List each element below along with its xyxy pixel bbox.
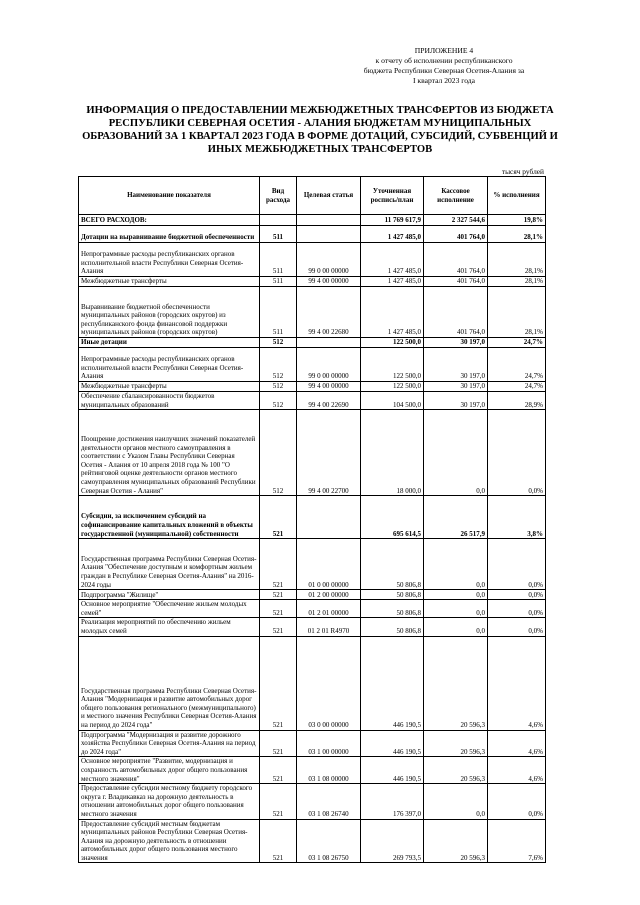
cell-cash: 30 197,0 xyxy=(424,382,488,392)
cell-cash: 30 197,0 xyxy=(424,392,488,410)
table-row xyxy=(79,338,546,348)
cell-name: Подпрограмма "Модернизация и развитие дорожного хозяйства Республики Северная Осетия-Алания на период до 2024 года" xyxy=(79,730,260,757)
cell-type: 511 xyxy=(260,226,297,243)
cell-cash: 30 197,0 xyxy=(424,348,488,382)
cell-target: 99 0 00 00000 xyxy=(297,348,361,382)
cell-cash: 401 764,0 xyxy=(424,277,488,287)
table-row xyxy=(79,226,546,243)
cell-name: Выравнивание бюджетной обеспеченности муниципальных районов (городских округов) из республиканского фонда финансовой поддержки муниципальных районов (городских округов) xyxy=(79,287,260,338)
header-type: Вид расхода xyxy=(260,177,297,215)
cell-target: 99 4 00 22690 xyxy=(297,392,361,410)
table-row xyxy=(79,215,546,226)
cell-percent: 19,8% xyxy=(488,215,546,226)
cell-plan: 446 190,5 xyxy=(361,757,424,784)
cell-type: 521 xyxy=(260,496,297,539)
cell-percent: 0,0% xyxy=(488,590,546,600)
title-line-3: ОБРАЗОВАНИЙ ЗА 1 КВАРТАЛ 2023 ГОДА В ФОРМЕ ДОТАЦИЙ, СУБСИДИЙ, СУБВЕНЦИЙ И xyxy=(82,131,558,142)
cell-type xyxy=(260,215,297,226)
cell-percent: 28,9% xyxy=(488,392,546,410)
appendix-line-1: ПРИЛОЖЕНИЕ 4 xyxy=(414,46,474,55)
appendix-line-2: к отчету об исполнении республиканского xyxy=(375,56,513,65)
cell-cash: 0,0 xyxy=(424,539,488,590)
cell-percent: 4,6% xyxy=(488,730,546,757)
cell-name: Основное мероприятие "Развитие, модернизация и сохранность автомобильных дорог общего пользования местного значения" xyxy=(79,757,260,784)
cell-name: Основное мероприятие "Обеспечение жильем молодых семей" xyxy=(79,600,260,618)
appendix-note xyxy=(344,46,544,86)
cell-type: 512 xyxy=(260,410,297,496)
cell-plan: 269 793,5 xyxy=(361,819,424,863)
cell-plan: 50 806,8 xyxy=(361,590,424,600)
cell-cash: 401 764,0 xyxy=(424,243,488,277)
cell-name: Непрограммные расходы республиканских органов исполнительной власти Республики Северная Осетия-Алания xyxy=(79,243,260,277)
table-body xyxy=(79,215,546,863)
cell-target: 99 4 00 22700 xyxy=(297,410,361,496)
cell-name: Межбюджетные трансферты xyxy=(79,277,260,287)
cell-plan: 122 500,0 xyxy=(361,348,424,382)
table-row xyxy=(79,600,546,618)
cell-type: 521 xyxy=(260,757,297,784)
cell-plan: 122 500,0 xyxy=(361,338,424,348)
cell-target: 99 4 00 00000 xyxy=(297,382,361,392)
cell-percent: 4,6% xyxy=(488,636,546,730)
cell-plan: 11 769 617,9 xyxy=(361,215,424,226)
cell-type: 521 xyxy=(260,636,297,730)
cell-target: 03 1 00 00000 xyxy=(297,730,361,757)
cell-name: Государственная программа Республики Северная Осетия-Алания "Обеспечение доступным и комфортным жильем граждан в Республике Северная Осетия-Алания" на 2016-2024 годы xyxy=(79,539,260,590)
cell-target: 99 4 00 00000 xyxy=(297,277,361,287)
table-row xyxy=(79,287,546,338)
header-cash: Кассовое исполнение xyxy=(424,177,488,215)
cell-plan: 1 427 485,0 xyxy=(361,243,424,277)
table-row xyxy=(79,243,546,277)
cell-name: Государственная программа Республики Северная Осетия-Алания "Модернизация и развитие автомобильных дорог общего пользования регионального (межмуниципального) и местного значения Республики Северная Осетия-Алания на период до 2024 года" xyxy=(79,636,260,730)
cell-type: 521 xyxy=(260,819,297,863)
header-plan: Уточненная роспись/план xyxy=(361,177,424,215)
cell-plan: 122 500,0 xyxy=(361,382,424,392)
cell-plan: 176 397,0 xyxy=(361,784,424,819)
cell-plan: 50 806,8 xyxy=(361,539,424,590)
table-header-row xyxy=(79,177,546,215)
cell-cash: 20 596,3 xyxy=(424,819,488,863)
appendix-line-3: бюджета Республики Северная Осетия-Алания за xyxy=(363,66,525,75)
units-label: тысяч рублей xyxy=(501,167,544,176)
cell-target: 99 4 00 22680 xyxy=(297,287,361,338)
cell-percent: 0,0% xyxy=(488,618,546,636)
cell-target: 01 2 01 R4970 xyxy=(297,618,361,636)
cell-cash: 0,0 xyxy=(424,590,488,600)
cell-type: 521 xyxy=(260,539,297,590)
table-row xyxy=(79,819,546,863)
table-row xyxy=(79,496,546,539)
cell-percent: 28,1% xyxy=(488,287,546,338)
cell-name: Реализация мероприятий по обеспечению жильем молодых семей xyxy=(79,618,260,636)
table-row xyxy=(79,382,546,392)
title-line-4: ИНЫХ МЕЖБЮДЖЕТНЫХ ТРАНСФЕРТОВ xyxy=(207,144,433,155)
cell-plan: 1 427 485,0 xyxy=(361,287,424,338)
cell-type: 521 xyxy=(260,730,297,757)
cell-type: 511 xyxy=(260,287,297,338)
cell-cash: 30 197,0 xyxy=(424,338,488,348)
cell-cash: 20 596,3 xyxy=(424,757,488,784)
cell-name: Иные дотации xyxy=(79,338,260,348)
cell-percent: 0,0% xyxy=(488,539,546,590)
cell-target xyxy=(297,338,361,348)
cell-percent: 24,7% xyxy=(488,382,546,392)
cell-name: Предоставление субсидий местным бюджетам муниципальных районов Республики Северная Осетия-Алания на дорожную деятельность в отношении автомобильных дорог общего пользования местного значения xyxy=(79,819,260,863)
cell-type: 512 xyxy=(260,382,297,392)
cell-plan: 50 806,8 xyxy=(361,618,424,636)
cell-percent: 0,0% xyxy=(488,784,546,819)
cell-plan: 695 614,5 xyxy=(361,496,424,539)
cell-name: Подпрограмма "Жилище" xyxy=(79,590,260,600)
cell-plan: 1 427 485,0 xyxy=(361,277,424,287)
cell-percent: 0,0% xyxy=(488,600,546,618)
cell-percent: 7,6% xyxy=(488,819,546,863)
cell-type: 511 xyxy=(260,243,297,277)
cell-name: Поощрение достижения наилучших значений показателей деятельности органов местного самоуправления в соответствии с Указом Главы Республики Северная Осетия - Алания от 10 апреля 2018 года № 100 "О рейтинговой оценке деятельности органов местного самоуправления муниципальных образований Республики Северная Осетия - Алания" xyxy=(79,410,260,496)
cell-plan: 104 500,0 xyxy=(361,392,424,410)
cell-name: Дотации на выравнивание бюджетной обеспеченности xyxy=(79,226,260,243)
cell-percent: 0,0% xyxy=(488,410,546,496)
cell-cash: 2 327 544,6 xyxy=(424,215,488,226)
cell-target xyxy=(297,226,361,243)
cell-type: 521 xyxy=(260,618,297,636)
cell-type: 511 xyxy=(260,277,297,287)
table-row xyxy=(79,590,546,600)
cell-cash: 26 517,9 xyxy=(424,496,488,539)
table-row xyxy=(79,636,546,730)
cell-percent: 28,1% xyxy=(488,243,546,277)
cell-plan: 18 000,0 xyxy=(361,410,424,496)
cell-percent: 28,1% xyxy=(488,277,546,287)
cell-cash: 20 596,3 xyxy=(424,730,488,757)
cell-name: Непрограммные расходы республиканских органов исполнительной власти Республики Северная Осетия-Алания xyxy=(79,348,260,382)
cell-plan: 1 427 485,0 xyxy=(361,226,424,243)
cell-cash: 0,0 xyxy=(424,784,488,819)
cell-percent: 28,1% xyxy=(488,226,546,243)
cell-cash: 0,0 xyxy=(424,410,488,496)
cell-name: Субсидии, за исключением субсидий на софинансирование капитальных вложений в объекты государственной (муниципальной) собственности xyxy=(79,496,260,539)
cell-target: 01 2 01 00000 xyxy=(297,600,361,618)
cell-percent: 24,7% xyxy=(488,348,546,382)
document-title xyxy=(80,104,560,156)
cell-percent: 24,7% xyxy=(488,338,546,348)
cell-plan: 50 806,8 xyxy=(361,600,424,618)
cell-name: Межбюджетные трансферты xyxy=(79,382,260,392)
cell-name: ВСЕГО РАСХОДОВ: xyxy=(79,215,260,226)
cell-type: 512 xyxy=(260,338,297,348)
cell-target: 03 1 08 26740 xyxy=(297,784,361,819)
table-row xyxy=(79,784,546,819)
cell-target xyxy=(297,496,361,539)
cell-cash: 401 764,0 xyxy=(424,287,488,338)
cell-type: 512 xyxy=(260,348,297,382)
cell-target: 03 0 00 00000 xyxy=(297,636,361,730)
cell-percent: 4,6% xyxy=(488,757,546,784)
cell-percent: 3,8% xyxy=(488,496,546,539)
header-name: Наименование показателя xyxy=(79,177,260,215)
table-row xyxy=(79,348,546,382)
cell-target: 03 1 08 00000 xyxy=(297,757,361,784)
header-target: Целевая статья xyxy=(297,177,361,215)
table-row xyxy=(79,757,546,784)
table-row xyxy=(79,730,546,757)
title-line-2: РЕСПУБЛИКИ СЕВЕРНАЯ ОСЕТИЯ - АЛАНИЯ БЮДЖЕТАМ МУНИЦИПАЛЬНЫХ xyxy=(108,118,532,129)
table-row xyxy=(79,539,546,590)
cell-target xyxy=(297,215,361,226)
cell-cash: 0,0 xyxy=(424,600,488,618)
cell-plan: 446 190,5 xyxy=(361,730,424,757)
title-line-1: ИНФОРМАЦИЯ О ПРЕДОСТАВЛЕНИИ МЕЖБЮДЖЕТНЫХ ТРАНСФЕРТОВ ИЗ БЮДЖЕТА xyxy=(86,105,554,116)
transfers-table xyxy=(78,176,546,863)
cell-cash: 401 764,0 xyxy=(424,226,488,243)
cell-type: 512 xyxy=(260,392,297,410)
cell-target: 01 0 00 00000 xyxy=(297,539,361,590)
cell-cash: 20 596,3 xyxy=(424,636,488,730)
cell-type: 521 xyxy=(260,784,297,819)
cell-target: 01 2 00 00000 xyxy=(297,590,361,600)
cell-cash: 0,0 xyxy=(424,618,488,636)
table-row xyxy=(79,277,546,287)
cell-type: 521 xyxy=(260,600,297,618)
header-percent: % исполнения xyxy=(488,177,546,215)
cell-target: 99 0 00 00000 xyxy=(297,243,361,277)
cell-plan: 446 190,5 xyxy=(361,636,424,730)
cell-name: Предоставление субсидии местному бюджету городского округа г. Владикавказ на дорожную деятельность в отношении автомобильных дорог общего пользования местного значения xyxy=(79,784,260,819)
cell-target: 03 1 08 26750 xyxy=(297,819,361,863)
table-row xyxy=(79,410,546,496)
table-row xyxy=(79,618,546,636)
cell-type: 521 xyxy=(260,590,297,600)
table-row xyxy=(79,392,546,410)
cell-name: Обеспечение сбалансированности бюджетов муниципальных образований xyxy=(79,392,260,410)
appendix-line-4: I квартал 2023 года xyxy=(412,76,476,85)
